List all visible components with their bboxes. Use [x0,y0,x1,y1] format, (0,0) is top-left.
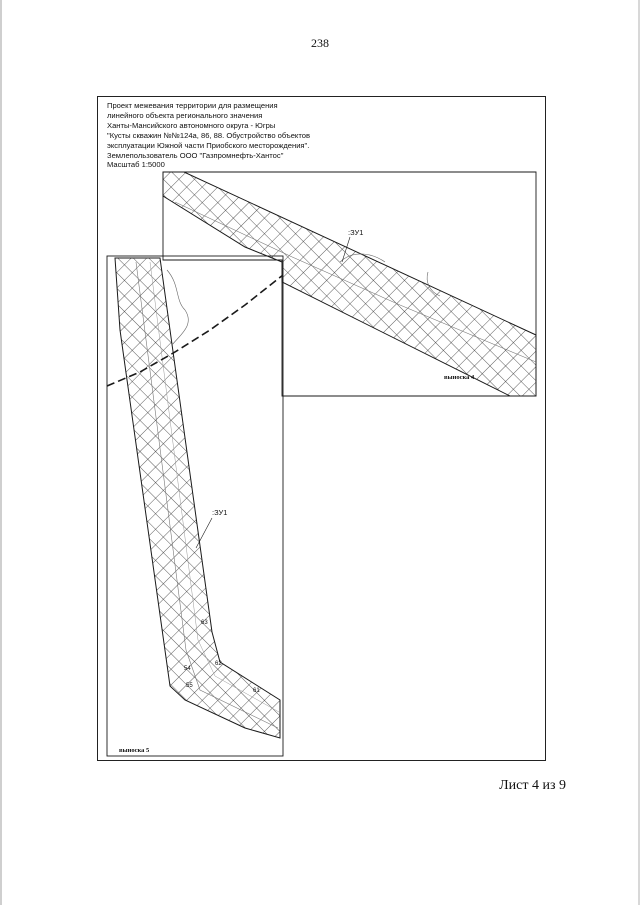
inset-label-5: выноска 5 [119,747,150,754]
title-line: Проект межевания территории для размещения [107,101,278,110]
zone-label-south: :ЗУ1 [212,508,228,517]
land-plot-zu1-south [115,258,280,738]
title-line: эксплуатации Южной части Приобского месторождения". [107,140,310,150]
sheet-number: Лист 4 из 9 [499,778,566,793]
page-number: 238 [311,36,329,50]
point-label-54: 54 [184,666,191,672]
title-line: Землепользователь ООО "Газпромнефть-Хантос" [107,150,284,160]
point-label-63: 63 [201,620,208,626]
inset-label-4: выноска 4 [444,374,475,381]
scale-line: Масштаб 1:5000 [107,160,165,170]
zone-label-north: :ЗУ1 [348,228,364,237]
land-plot-zu1-north [163,172,536,396]
point-label-62: 62 [215,661,222,667]
point-label-55: 55 [186,683,193,689]
title-line: Ханты-Мансийского автономного округа - Югры [107,120,276,130]
title-line: линейного объекта регионального значения [107,110,263,120]
title-line: "Кусты скважин №№124а, 86, 88. Обустройство объектов [107,130,310,140]
point-label-61: 61 [253,688,260,694]
